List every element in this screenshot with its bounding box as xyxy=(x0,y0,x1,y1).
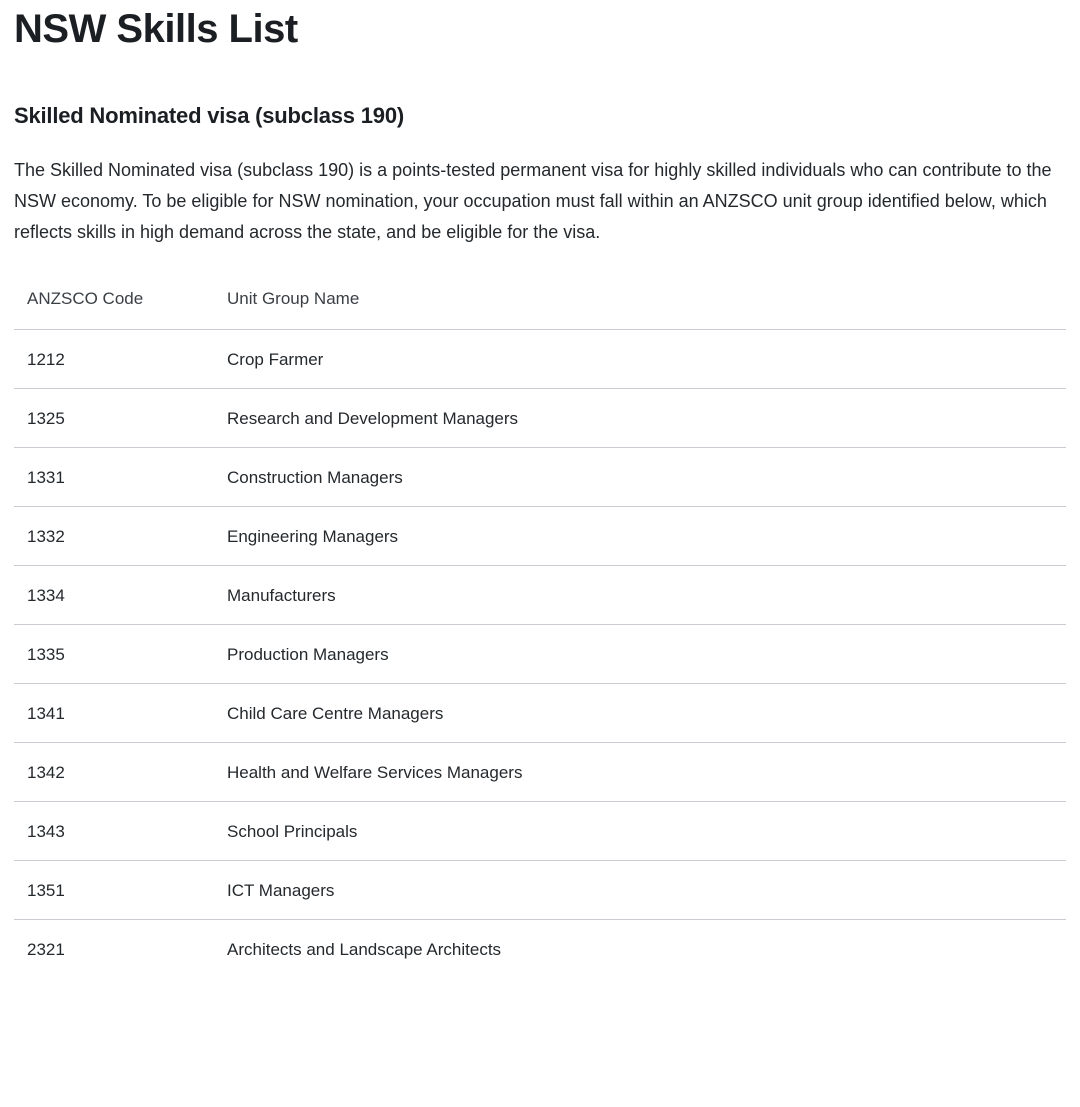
skills-table-body xyxy=(14,330,1066,979)
table-row xyxy=(14,861,1066,920)
page-title: NSW Skills List xyxy=(14,7,298,51)
table-row xyxy=(14,743,1066,802)
cell-anzsco-code: 1341 xyxy=(14,684,227,743)
table-row xyxy=(14,330,1066,389)
cell-anzsco-code: 1335 xyxy=(14,625,227,684)
cell-anzsco-code: 1331 xyxy=(14,448,227,507)
cell-anzsco-code: 1342 xyxy=(14,743,227,802)
cell-unit-group-name: Engineering Managers xyxy=(227,507,1066,566)
cell-anzsco-code: 1343 xyxy=(14,802,227,861)
table-row xyxy=(14,448,1066,507)
table-row xyxy=(14,684,1066,743)
table-row xyxy=(14,920,1066,979)
cell-unit-group-name: Research and Development Managers xyxy=(227,389,1066,448)
table-row xyxy=(14,389,1066,448)
cell-unit-group-name: Architects and Landscape Architects xyxy=(227,940,502,960)
cell-anzsco-code: 1334 xyxy=(14,566,227,625)
cell-unit-group-name: Crop Farmer xyxy=(227,330,1066,389)
cell-unit-group-name: Manufacturers xyxy=(227,566,1066,625)
table-row xyxy=(14,566,1066,625)
cell-anzsco-code: 2321 xyxy=(27,940,65,960)
column-header-unit-group-name: Unit Group Name xyxy=(227,289,1066,330)
cell-unit-group-name: Health and Welfare Services Managers xyxy=(227,743,1066,802)
skills-table-header xyxy=(14,289,1066,330)
table-row xyxy=(14,802,1066,861)
cell-unit-group-name: School Principals xyxy=(227,802,1066,861)
cell-unit-group-name: Construction Managers xyxy=(227,448,1066,507)
cell-anzsco-code: 1332 xyxy=(14,507,227,566)
cell-unit-group-name: ICT Managers xyxy=(227,861,1066,920)
cell-anzsco-code: 1325 xyxy=(14,389,227,448)
table-row xyxy=(14,507,1066,566)
document-page xyxy=(0,6,1080,978)
intro-paragraph: The Skilled Nominated visa (subclass 190) is a points-tested permanent visa for highly skilled individuals who can contribute to the NSW economy. To be eligible for NSW nomination, your occupation must fall within an ANZSCO unit group identified below, which reflects skills in high demand across the state, and be eligible for the visa. xyxy=(14,159,1052,242)
cell-unit-group-name: Child Care Centre Managers xyxy=(227,684,1066,743)
skills-table xyxy=(14,289,1066,978)
section-heading: Skilled Nominated visa (subclass 190) xyxy=(14,103,404,128)
cell-anzsco-code: 1212 xyxy=(14,330,227,389)
column-header-anzsco-code: ANZSCO Code xyxy=(14,289,227,330)
cell-unit-group-name: Production Managers xyxy=(227,625,1066,684)
table-row xyxy=(14,625,1066,684)
table-header-row xyxy=(14,289,1066,330)
cell-anzsco-code: 1351 xyxy=(14,861,227,920)
